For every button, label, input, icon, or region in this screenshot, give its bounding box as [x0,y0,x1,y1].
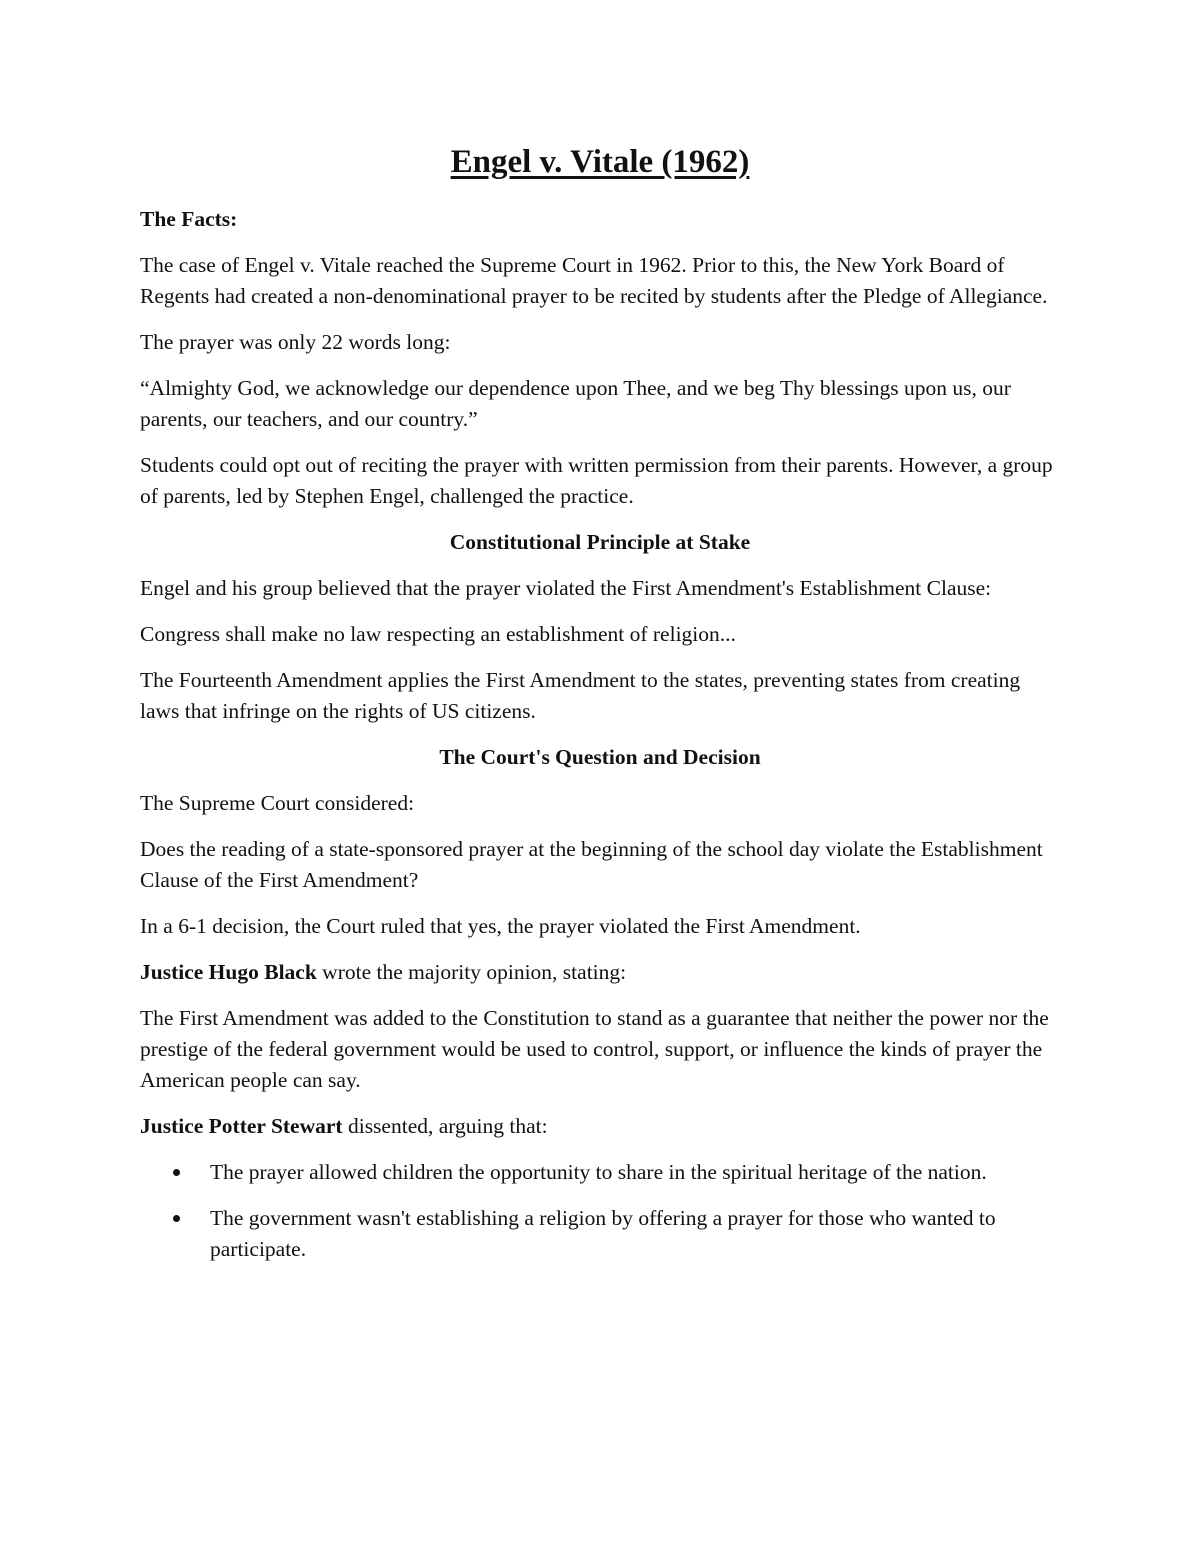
majority-quote: The First Amendment was added to the Constitution to stand as a guarantee that neither the power nor the prestige of the federal government would be used to control, support, or influence the kinds of prayer the American people can say. [140,1006,1049,1092]
prayer-quote: “Almighty God, we acknowledge our dependence upon Thee, and we beg Thy blessings upon us, our parents, our teachers, and our country.” [140,376,1011,431]
dissent-intro-text: dissented, arguing that: [342,1114,548,1138]
bullet-icon [173,1215,180,1222]
list-item [140,1157,1060,1188]
establishment-clause-quote: Congress shall make no law respecting an establishment of religion... [140,622,736,646]
principle-paragraph-2: The Fourteenth Amendment applies the First Amendment to the states, preventing states from creating laws that infringe on the rights of US citizens. [140,668,1021,723]
majority-intro-text: wrote the majority opinion, stating: [316,960,627,984]
facts-paragraph-3: Students could opt out of reciting the prayer with written permission from their parents. However, a group of parents, led by Stephen Engel, challenged the practice. [140,453,1053,508]
decision-paragraph-1: The Supreme Court considered: [140,791,415,815]
decision-heading: The Court's Question and Decision [439,745,761,769]
document-title: Engel v. Vitale (1962) [450,144,750,180]
majority-intro [140,957,1060,988]
facts-paragraph-1: The case of Engel v. Vitale reached the Supreme Court in 1962. Prior to this, the New York Board of Regents had created a non-denominational prayer to be recited by students after the Pledge of Allegiance. [140,253,1048,308]
principle-heading: Constitutional Principle at Stake [449,530,751,554]
majority-justice-name: Justice Hugo Black [140,960,317,984]
dissent-justice-name: Justice Potter Stewart [140,1114,343,1138]
document-body [140,204,1060,1280]
dissent-intro [140,1111,1060,1142]
list-item [140,1203,1060,1265]
dissent-points-list [140,1157,1060,1265]
bullet-icon [173,1169,180,1176]
facts-heading: The Facts: [140,207,238,231]
dissent-point-text: The government wasn't establishing a religion by offering a prayer for those who wanted to participate. [210,1206,996,1261]
facts-paragraph-2: The prayer was only 22 words long: [140,330,451,354]
dissent-point-text: The prayer allowed children the opportunity to share in the spiritual heritage of the nation. [210,1160,987,1184]
court-question: Does the reading of a state-sponsored prayer at the beginning of the school day violate the Establishment Clause of the First Amendment? [140,837,1043,892]
court-ruling: In a 6-1 decision, the Court ruled that yes, the prayer violated the First Amendment. [140,914,861,938]
principle-paragraph-1: Engel and his group believed that the prayer violated the First Amendment's Establishment Clause: [140,576,992,600]
